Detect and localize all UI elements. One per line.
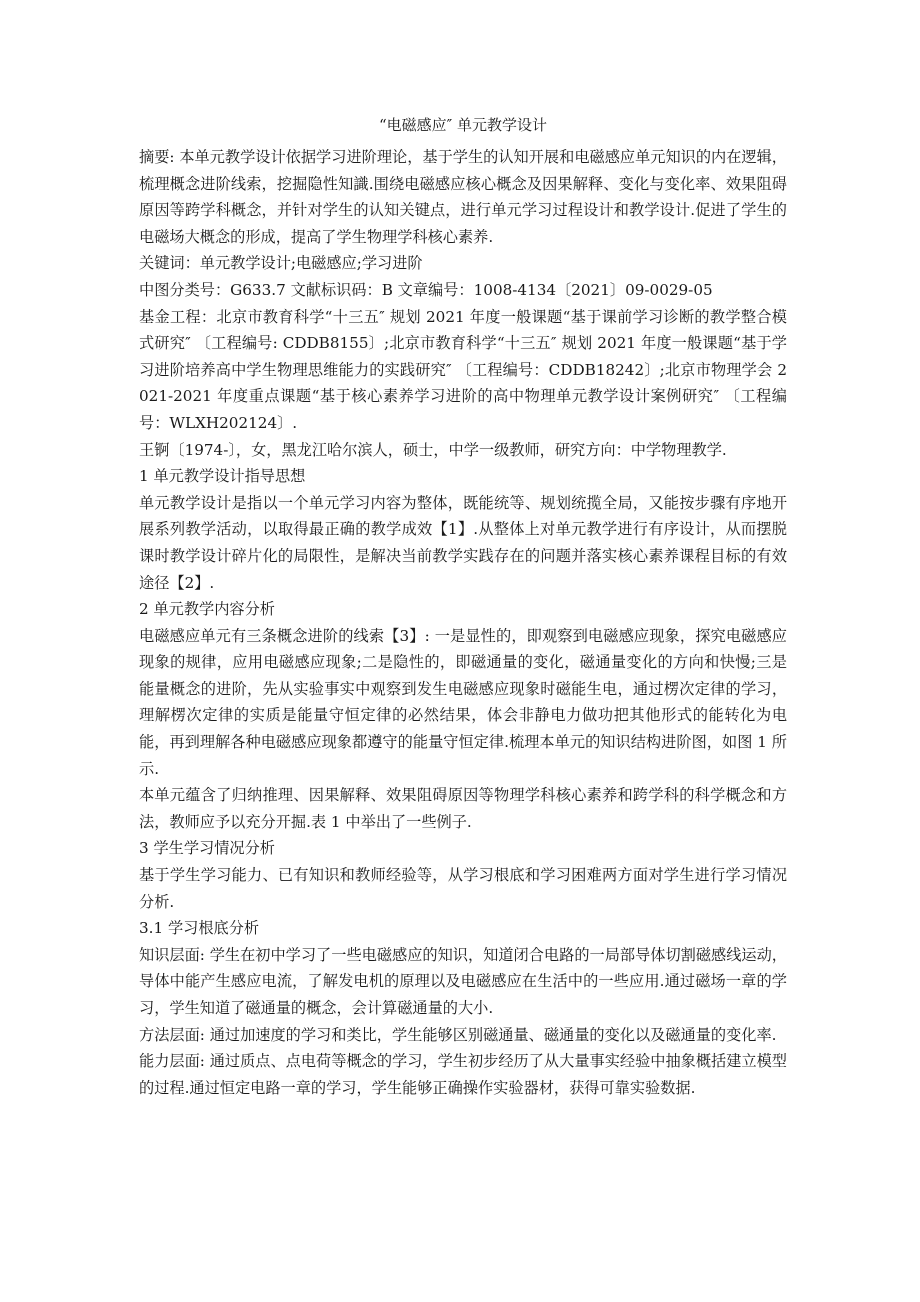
fund-paragraph: 基金工程：北京市教育科学“十三五″ 规划 2021 年度一般课题“基于课前学习诊断的教学整合模式研究″ 〔工程编号: CDDB8155〕;北京市教育科学“十三五″ 规划 2021 年度一般课题“基于学习进阶培养高中学生物理思维能力的实践研究″ 〔工程编号：CDDB18242〕;北京市物理学会 2021-2021 年度重点课题“基于核心素养学习进阶的高中物理单元教学设计案例研究″ 〔工程编号：WLXH202124〕.	[139, 307, 787, 432]
section2-heading: 2 单元教学内容分析	[139, 600, 275, 619]
section31-heading: 3.1 学习根底分析	[139, 919, 260, 938]
section1-heading: 1 单元教学设计指导思想	[139, 467, 306, 486]
abstract-paragraph: 摘要: 本单元教学设计依据学习进阶理论，基于学生的认知开展和电磁感应单元知识的内在逻辑，梳理概念进阶线索，挖掘隐性知識.围绕电磁感应核心概念及因果解释、变化与变化率、效果阻碍原因等跨学科概念，并针对学生的认知关键点，进行单元学习过程设计和教学设计.促进了学生的电磁场大概念的形成，提高了学生物理学科核心素养.	[139, 148, 787, 246]
ability-paragraph: 能力层面: 通过质点、点电荷等概念的学习，学生初步经历了从大量事实经验中抽象概括建立模型的过程.通过恒定电路一章的学习，学生能够正确操作实验器材，获得可靠实验数据.	[139, 1052, 787, 1097]
classification-line: 中图分类号：G633.7 文献标识码：B 文章编号：1008-4134〔2021〕09-0029-05	[139, 280, 713, 299]
author-line: 王锕〔1974-〕，女，黑龙江哈尔滨人，硕士，中学一级教师，研究方向：中学物理教学.	[139, 440, 727, 459]
section3-paragraph: 基于学生学习能力、已有知识和教师经验等，从学习根底和学习困难两方面对学生进行学习情况分析.	[139, 866, 787, 911]
section3-heading: 3 学生学习情况分析	[139, 839, 275, 858]
section2-paragraph-2: 本单元蕴含了归纳推理、因果解释、效果阻碍原因等物理学科核心素养和跨学科的科学概念和方法，教师应予以充分开掘.表 1 中举出了一些例子.	[139, 786, 787, 831]
knowledge-paragraph: 知识层面: 学生在初中学习了一些电磁感应的知识，知道闭合电路的一局部导体切割磁感线运动，导体中能产生感应电流，了解发电机的原理以及电磁感应在生活中的一些应用.通过磁场一章的学习，学生知道了磁通量的概念，会计算磁通量的大小.	[139, 945, 787, 1017]
method-paragraph: 方法层面: 通过加速度的学习和类比，学生能够区别磁通量、磁通量的变化以及磁通量的变化率.	[139, 1025, 777, 1044]
document-title: “电磁感应″ 单元教学设计	[378, 116, 548, 134]
section2-paragraph-1: 电磁感应单元有三条概念进阶的线索【3】: 一是显性的，即观察到电磁感应现象，探究电磁感应现象的规律，应用电磁感应现象;二是隐性的，即磁通量的变化，磁通量变化的方向和快慢;三是能量概念的进阶，先从实验事实中观察到发生电磁感应现象时磁能生电，通过楞次定律的学习，理解楞次定律的实质是能量守恒定律的必然结果，体会非静电力做功把其他形式的能转化为电能，再到理解各种电磁感应现象都遵守的能量守恒定律.梳理本单元的知识结构进阶图，如图 1 所示.	[139, 626, 787, 778]
section1-paragraph: 单元教学设计是指以一个单元学习内容为整体，既能统等、规划统揽全局，又能按步骤有序地开展系列教学活动，以取得最正确的教学成效【1】.从整体上对单元教学进行有序设计，从而摆脱课时教学设计碎片化的局限性，是解决当前教学实践存在的问题并落实核心素养课程目标的有效途径【2】.	[139, 493, 787, 592]
keywords-line: 关键词：单元教学设计;电磁感应;学习进阶	[139, 254, 423, 273]
document-page	[139, 110, 787, 1101]
